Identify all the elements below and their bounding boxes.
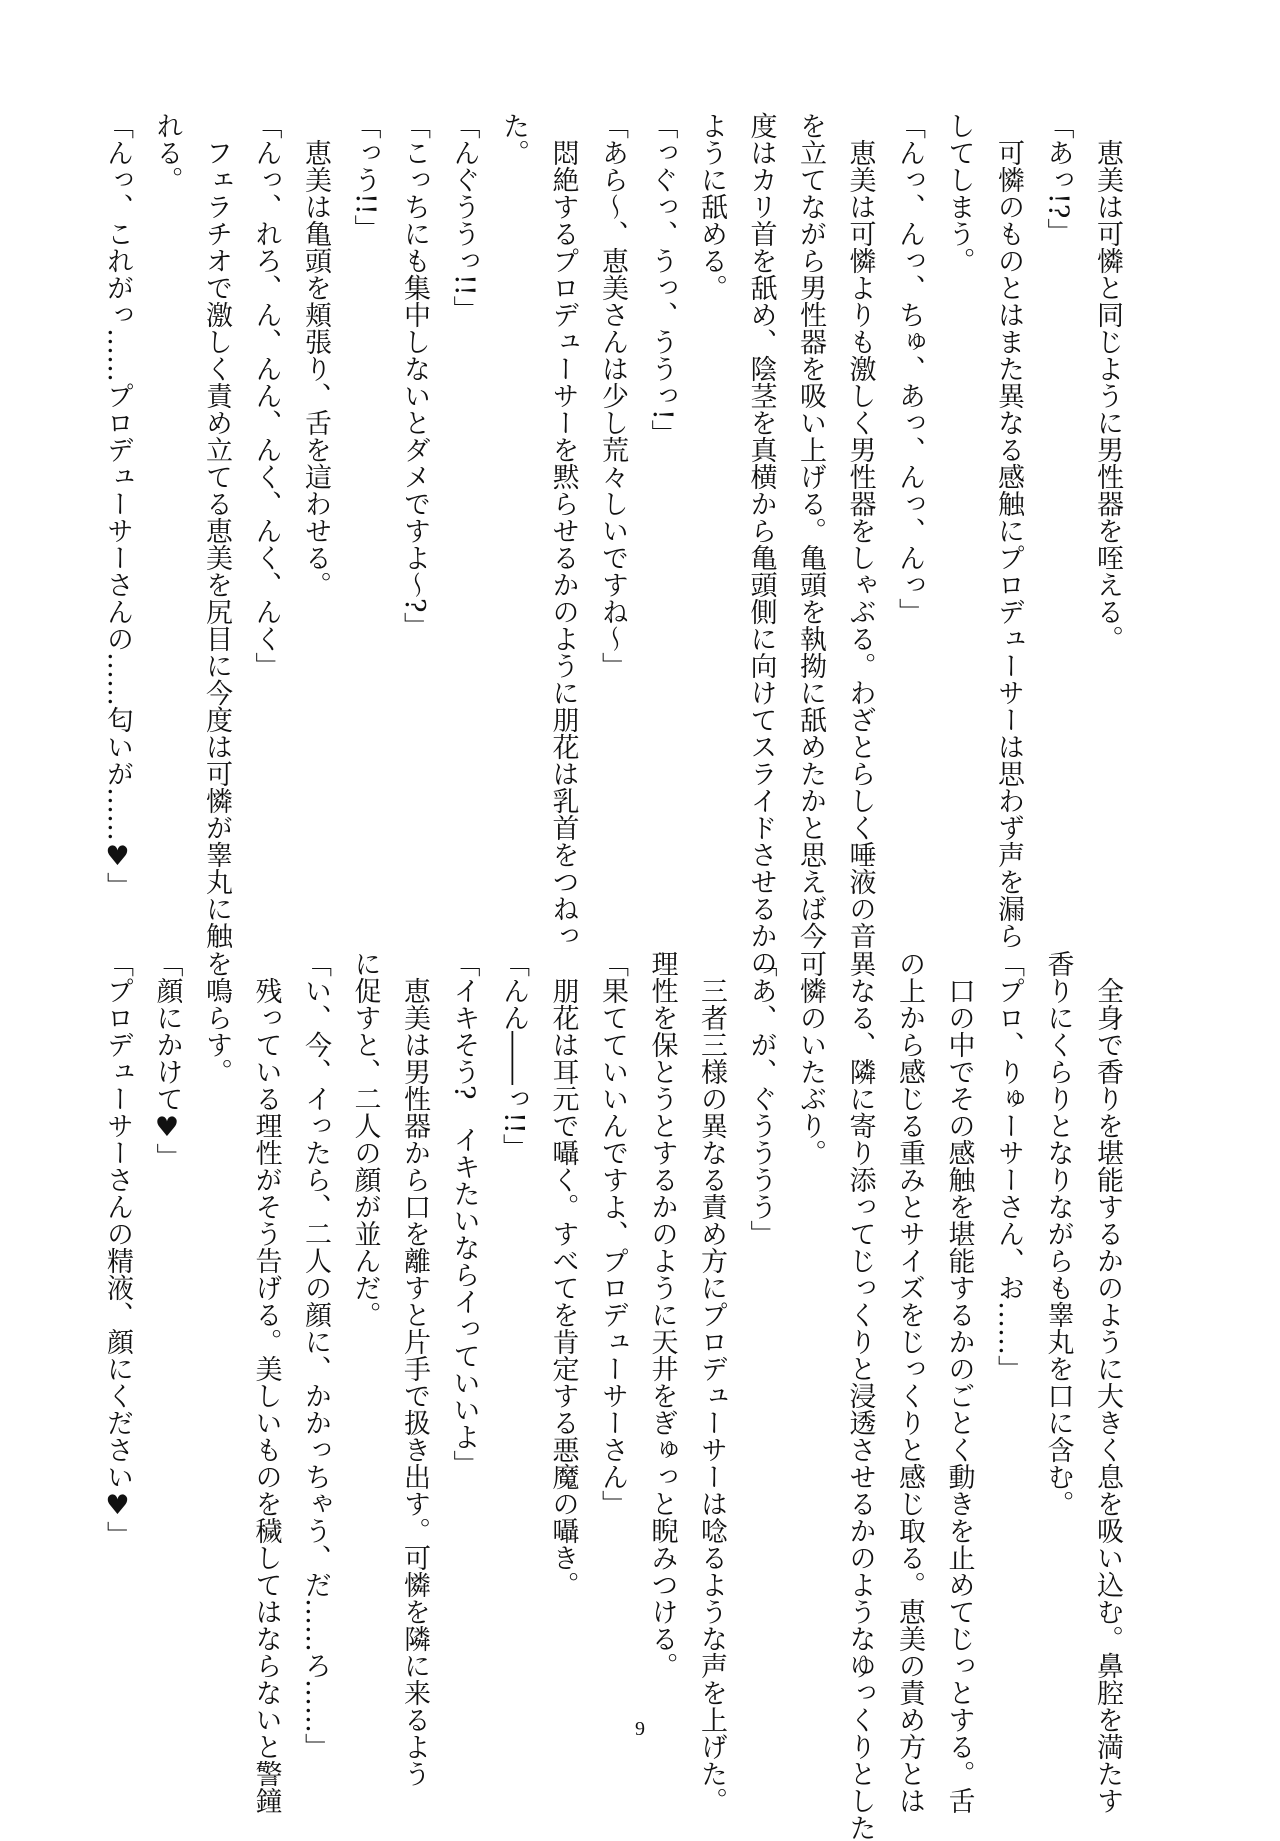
text-line: 「んっ、これがっ……プロデューサーさんの……匂いが……♥」 <box>102 112 133 899</box>
text-line: してしまう。 <box>943 112 975 274</box>
text-line: 「あら〜、恵美さんは少し荒々しいですね〜」 <box>597 112 628 679</box>
text-line: 全身で香りを堪能するかのように大きく息を吸い込む。鼻腔を満たす <box>1092 950 1123 1814</box>
text-line: を立てながら男性器を吸い上げる。亀頭を執拗に舐めたかと思えば今 <box>795 112 826 949</box>
bottom-text-column <box>102 950 1132 1841</box>
text-line: を鳴らす。 <box>201 950 232 1085</box>
text-line: に促すと、二人の顔が並んだ。 <box>349 950 381 1328</box>
text-line: 「んっ、んっ、ちゅ、あっ、んっ、んっ」 <box>894 112 925 625</box>
text-line: フェラチオで激しく責め立てる恵美を尻目に今度は可憐が睾丸に触 <box>201 112 232 949</box>
text-line: 可憐のものとはまた異なる感触にプロデューサーは思わず声を漏ら <box>993 112 1024 949</box>
text-line: れる。 <box>151 112 183 193</box>
text-line: 恵美は可憐よりも激しく男性器をしゃぶる。わざとらしく唾液の音 <box>844 112 876 949</box>
text-line: 「っう!!」 <box>349 112 381 242</box>
text-line: ように舐める。 <box>696 112 727 301</box>
text-line: た。 <box>498 112 529 166</box>
text-line: 「プロ、りゅーサーさん、お……」 <box>993 950 1024 1382</box>
text-line: 「イキそう? イキたいならイっていいよ」 <box>448 950 480 1478</box>
text-line: の上から感じる重みとサイズをじっくりと感じ取る。恵美の責め方とは <box>894 950 925 1814</box>
text-line: 恵美は男性器から口を離すと片手で扱き出す。可憐を隣に来るよう <box>399 950 430 1787</box>
text-line: 朋花は耳元で囁く。すべてを肯定する悪魔の囁き。 <box>547 950 579 1598</box>
text-line: 「い、今、イったら、二人の顔に、かかっちゃう、だ……ろ……」 <box>300 950 331 1760</box>
text-line: 口の中でその感触を堪能するかのごとく動きを止めてじっとする。舌 <box>943 950 975 1814</box>
text-line: 三者三様の異なる責め方にプロデューサーは唸るような声を上げた。 <box>696 950 727 1814</box>
text-line: 「あっ!?」 <box>1042 112 1074 246</box>
text-line: 度はカリ首を舐め、陰茎を真横から亀頭側に向けてスライドさせるかの <box>745 112 777 976</box>
text-line: 香りにくらりとなりながらも睾丸を口に含む。 <box>1042 950 1074 1517</box>
top-text-column <box>102 112 1132 976</box>
text-line: 「こっちにも集中しないとダメですよ〜?」 <box>399 112 430 640</box>
text-line: 「顔にかけて♥」 <box>151 950 183 1170</box>
text-line: 悶絶するプロデューサーを黙らせるかのように朋花は乳首をつねっ <box>547 112 579 949</box>
text-line: 可憐のいたぶり。 <box>795 950 826 1166</box>
text-line: 残っている理性がそう告げる。美しいものを穢してはならないと警鐘 <box>250 950 282 1814</box>
text-line: 「んぐううっ!!」 <box>448 112 480 323</box>
text-line: 「プロデューサーさんの精液、顔にください♥」 <box>102 950 133 1548</box>
text-line: 「あ、が、ぐうううう」 <box>745 950 777 1247</box>
text-line: 「果てていいんですよ、プロデューサーさん」 <box>597 950 628 1517</box>
text-line: 「んっ、れろ、ん、んん、んく、んく、んく」 <box>250 112 282 679</box>
text-line: 「っぐっ、うっ、ううっ!」 <box>646 112 678 447</box>
text-line: 「んん――っ!!」 <box>498 950 529 1161</box>
text-line: 異なる、隣に寄り添ってじっくりと浸透させるかのようなゆっくりとした <box>844 950 876 1841</box>
page-number: 9 <box>635 1718 645 1740</box>
text-line: 恵美は可憐と同じように男性器を咥える。 <box>1092 112 1123 652</box>
text-line: 理性を保とうとするかのように天井をぎゅっと睨みつける。 <box>646 950 678 1679</box>
text-line: 恵美は亀頭を頬張り、舌を這わせる。 <box>300 112 331 598</box>
